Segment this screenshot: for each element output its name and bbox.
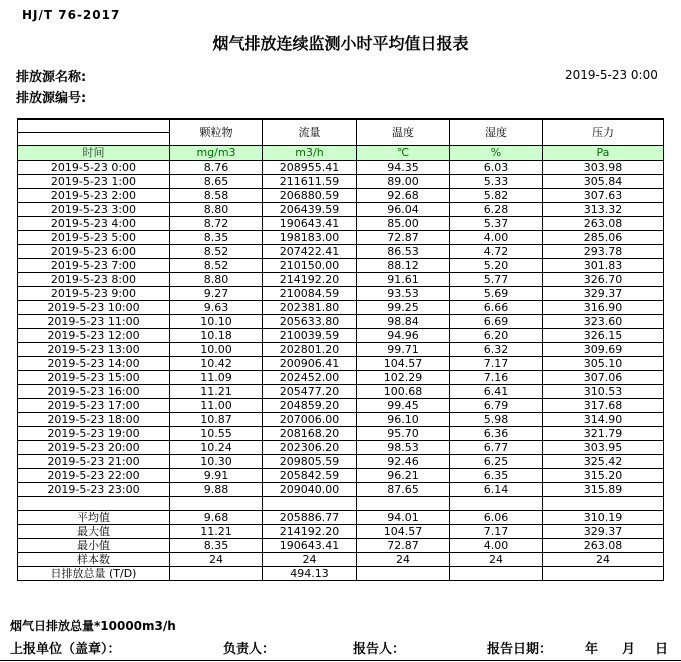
- summary-value: 9.68: [170, 511, 263, 525]
- row-value: 10.30: [170, 455, 263, 469]
- row-value: 10.18: [170, 329, 263, 343]
- summary-value: 24: [170, 553, 263, 567]
- row-value: 102.29: [357, 371, 450, 385]
- row-value: 8.76: [170, 161, 263, 175]
- summary-value: [170, 567, 263, 581]
- row-value: 326.15: [543, 329, 664, 343]
- row-value: 202381.80: [263, 301, 357, 315]
- data-row: [18, 455, 664, 469]
- col-header-4: 压力: [543, 119, 664, 146]
- row-value: 7.17: [450, 357, 543, 371]
- data-row: [18, 273, 664, 287]
- summary-value: 24: [543, 553, 664, 567]
- row-value: 301.83: [543, 259, 664, 273]
- data-row: [18, 469, 664, 483]
- time-header-split-top: [18, 119, 170, 133]
- row-value: 209040.00: [263, 483, 357, 497]
- row-time: 2019-5-23 12:00: [18, 329, 170, 343]
- row-value: 305.84: [543, 175, 664, 189]
- col-header-1: 流量: [263, 119, 357, 146]
- report-date-label: 报告日期：: [487, 642, 553, 657]
- row-value: 96.04: [357, 203, 450, 217]
- row-value: 6.41: [450, 385, 543, 399]
- data-row: [18, 371, 664, 385]
- row-time: 2019-5-23 10:00: [18, 301, 170, 315]
- summary-row: [18, 553, 664, 567]
- summary-value: 190643.41: [263, 539, 357, 553]
- row-value: 5.82: [450, 189, 543, 203]
- data-row: [18, 315, 664, 329]
- row-value: 8.52: [170, 245, 263, 259]
- row-value: 99.25: [357, 301, 450, 315]
- row-time: 2019-5-23 7:00: [18, 259, 170, 273]
- report-table: [17, 118, 664, 581]
- day-label: 日: [655, 642, 669, 657]
- row-value: 72.87: [357, 231, 450, 245]
- summary-label: 最大值: [18, 525, 170, 539]
- row-value: 6.79: [450, 399, 543, 413]
- row-value: 10.87: [170, 413, 263, 427]
- row-value: 307.06: [543, 371, 664, 385]
- summary-value: 104.57: [357, 525, 450, 539]
- source-name-label: 排放源名称:: [16, 70, 87, 85]
- row-value: 314.90: [543, 413, 664, 427]
- row-value: 99.45: [357, 399, 450, 413]
- report-datetime: 2019-5-23 0:00: [565, 68, 658, 82]
- row-value: 88.12: [357, 259, 450, 273]
- row-value: 10.00: [170, 343, 263, 357]
- row-value: 11.09: [170, 371, 263, 385]
- row-value: 321.79: [543, 427, 664, 441]
- row-value: 9.27: [170, 287, 263, 301]
- col-header-3: 湿度: [450, 119, 543, 146]
- summary-value: 8.35: [170, 539, 263, 553]
- row-value: 6.35: [450, 469, 543, 483]
- data-row: [18, 301, 664, 315]
- row-value: 8.65: [170, 175, 263, 189]
- row-value: 86.53: [357, 245, 450, 259]
- row-value: 323.60: [543, 315, 664, 329]
- data-row: [18, 175, 664, 189]
- row-value: 6.25: [450, 455, 543, 469]
- unit-0: mg/m3: [170, 146, 263, 161]
- row-value: 5.98: [450, 413, 543, 427]
- summary-label: 日排放总量 (T/D): [18, 567, 170, 581]
- summary-value: [357, 567, 450, 581]
- unit-3: %: [450, 146, 543, 161]
- data-row: [18, 259, 664, 273]
- data-row: [18, 231, 664, 245]
- report-table-body: [18, 119, 664, 581]
- summary-value: 72.87: [357, 539, 450, 553]
- row-time: 2019-5-23 6:00: [18, 245, 170, 259]
- year-label: 年: [585, 642, 599, 657]
- data-row: [18, 427, 664, 441]
- reporter-label: 报告人：: [353, 642, 406, 657]
- summary-value: 4.00: [450, 539, 543, 553]
- time-header: 时间: [18, 146, 170, 161]
- row-value: 8.58: [170, 189, 263, 203]
- summary-label: 样本数: [18, 553, 170, 567]
- summary-value: 94.01: [357, 511, 450, 525]
- row-value: 208168.20: [263, 427, 357, 441]
- row-value: 313.32: [543, 203, 664, 217]
- row-time: 2019-5-23 2:00: [18, 189, 170, 203]
- unit-row: [18, 146, 664, 161]
- data-row: [18, 203, 664, 217]
- row-value: 200906.41: [263, 357, 357, 371]
- summary-value: [450, 567, 543, 581]
- summary-value: 263.08: [543, 539, 664, 553]
- row-value: 293.78: [543, 245, 664, 259]
- row-value: 11.00: [170, 399, 263, 413]
- data-row: [18, 217, 664, 231]
- reporting-unit-label: 上报单位（盖章）：: [10, 642, 121, 657]
- spacer-row: [18, 497, 664, 511]
- row-value: 210150.00: [263, 259, 357, 273]
- row-value: 6.14: [450, 483, 543, 497]
- row-value: 91.61: [357, 273, 450, 287]
- row-value: 6.03: [450, 161, 543, 175]
- row-value: 210084.59: [263, 287, 357, 301]
- row-value: 204859.20: [263, 399, 357, 413]
- summary-value: 7.17: [450, 525, 543, 539]
- row-time: 2019-5-23 23:00: [18, 483, 170, 497]
- row-time: 2019-5-23 15:00: [18, 371, 170, 385]
- row-value: 98.53: [357, 441, 450, 455]
- row-value: 9.63: [170, 301, 263, 315]
- row-value: 87.65: [357, 483, 450, 497]
- summary-row: [18, 511, 664, 525]
- summary-value: 6.06: [450, 511, 543, 525]
- row-value: 94.35: [357, 161, 450, 175]
- row-value: 208955.41: [263, 161, 357, 175]
- row-value: 6.32: [450, 343, 543, 357]
- row-value: 205633.80: [263, 315, 357, 329]
- row-value: 6.20: [450, 329, 543, 343]
- bottom-rule: [0, 660, 681, 661]
- row-time: 2019-5-23 14:00: [18, 357, 170, 371]
- row-value: 309.69: [543, 343, 664, 357]
- row-value: 100.68: [357, 385, 450, 399]
- row-value: 207006.00: [263, 413, 357, 427]
- summary-value: 214192.20: [263, 525, 357, 539]
- row-value: 93.53: [357, 287, 450, 301]
- row-time: 2019-5-23 20:00: [18, 441, 170, 455]
- summary-value: 205886.77: [263, 511, 357, 525]
- row-value: 209805.59: [263, 455, 357, 469]
- source-code-label: 排放源编号:: [16, 91, 87, 106]
- standard-number: HJ/T 76-2017: [22, 8, 121, 22]
- row-value: 317.68: [543, 399, 664, 413]
- row-value: 206439.59: [263, 203, 357, 217]
- row-value: 5.77: [450, 273, 543, 287]
- row-time: 2019-5-23 22:00: [18, 469, 170, 483]
- row-value: 95.70: [357, 427, 450, 441]
- row-value: 285.06: [543, 231, 664, 245]
- row-value: 315.20: [543, 469, 664, 483]
- time-header-split-bottom: [18, 133, 170, 146]
- summary-value: 310.19: [543, 511, 664, 525]
- row-value: 8.72: [170, 217, 263, 231]
- row-value: 92.68: [357, 189, 450, 203]
- row-value: 310.53: [543, 385, 664, 399]
- row-time: 2019-5-23 11:00: [18, 315, 170, 329]
- row-time: 2019-5-23 13:00: [18, 343, 170, 357]
- row-value: 205477.20: [263, 385, 357, 399]
- row-value: 5.37: [450, 217, 543, 231]
- row-value: 4.00: [450, 231, 543, 245]
- responsible-person-label: 负责人：: [223, 642, 276, 657]
- row-value: 10.10: [170, 315, 263, 329]
- summary-label: 最小值: [18, 539, 170, 553]
- data-row: [18, 245, 664, 259]
- row-value: 305.10: [543, 357, 664, 371]
- row-value: 316.90: [543, 301, 664, 315]
- row-time: 2019-5-23 1:00: [18, 175, 170, 189]
- row-value: 202801.20: [263, 343, 357, 357]
- row-value: 6.69: [450, 315, 543, 329]
- col-header-2: 温度: [357, 119, 450, 146]
- unit-2: ℃: [357, 146, 450, 161]
- summary-value: [543, 567, 664, 581]
- row-value: 5.33: [450, 175, 543, 189]
- signature-line: [0, 638, 681, 656]
- data-row: [18, 357, 664, 371]
- data-row: [18, 287, 664, 301]
- row-value: 214192.20: [263, 273, 357, 287]
- month-label: 月: [622, 642, 636, 657]
- row-time: 2019-5-23 5:00: [18, 231, 170, 245]
- row-time: 2019-5-23 9:00: [18, 287, 170, 301]
- header-row-top: [18, 119, 664, 133]
- summary-value: 24: [357, 553, 450, 567]
- row-value: 10.55: [170, 427, 263, 441]
- row-value: 94.96: [357, 329, 450, 343]
- row-value: 326.70: [543, 273, 664, 287]
- data-row: [18, 329, 664, 343]
- summary-value: 11.21: [170, 525, 263, 539]
- page-title: 烟气排放连续监测小时平均值日报表: [212, 34, 469, 53]
- row-value: 4.72: [450, 245, 543, 259]
- row-value: 329.37: [543, 287, 664, 301]
- summary-value: 24: [263, 553, 357, 567]
- row-value: 6.28: [450, 203, 543, 217]
- unit-1: m3/h: [263, 146, 357, 161]
- row-value: 325.42: [543, 455, 664, 469]
- summary-row: [18, 539, 664, 553]
- row-time: 2019-5-23 16:00: [18, 385, 170, 399]
- row-value: 202452.00: [263, 371, 357, 385]
- data-row: [18, 399, 664, 413]
- row-time: 2019-5-23 18:00: [18, 413, 170, 427]
- summary-row: [18, 567, 664, 581]
- row-value: 9.91: [170, 469, 263, 483]
- data-row: [18, 343, 664, 357]
- row-value: 6.77: [450, 441, 543, 455]
- unit-4: Pa: [543, 146, 664, 161]
- row-value: 198183.00: [263, 231, 357, 245]
- row-time: 2019-5-23 3:00: [18, 203, 170, 217]
- summary-row: [18, 525, 664, 539]
- row-value: 315.89: [543, 483, 664, 497]
- data-row: [18, 413, 664, 427]
- row-value: 10.42: [170, 357, 263, 371]
- col-header-0: 颗粒物: [170, 119, 263, 146]
- row-value: 263.08: [543, 217, 664, 231]
- row-value: 6.36: [450, 427, 543, 441]
- row-value: 8.52: [170, 259, 263, 273]
- row-value: 9.88: [170, 483, 263, 497]
- row-time: 2019-5-23 0:00: [18, 161, 170, 175]
- total-emission-note: 烟气日排放总量*10000m3/h: [10, 619, 176, 633]
- row-value: 205842.59: [263, 469, 357, 483]
- row-value: 303.95: [543, 441, 664, 455]
- row-value: 85.00: [357, 217, 450, 231]
- row-value: 5.69: [450, 287, 543, 301]
- row-value: 96.21: [357, 469, 450, 483]
- row-value: 7.16: [450, 371, 543, 385]
- row-value: 307.63: [543, 189, 664, 203]
- row-value: 11.21: [170, 385, 263, 399]
- row-value: 8.35: [170, 231, 263, 245]
- row-value: 211611.59: [263, 175, 357, 189]
- summary-label: 平均值: [18, 511, 170, 525]
- row-value: 207422.41: [263, 245, 357, 259]
- row-value: 89.00: [357, 175, 450, 189]
- row-value: 210039.59: [263, 329, 357, 343]
- row-value: 99.71: [357, 343, 450, 357]
- row-time: 2019-5-23 4:00: [18, 217, 170, 231]
- row-value: 206880.59: [263, 189, 357, 203]
- row-time: 2019-5-23 21:00: [18, 455, 170, 469]
- row-value: 8.80: [170, 203, 263, 217]
- row-time: 2019-5-23 19:00: [18, 427, 170, 441]
- summary-value: 329.37: [543, 525, 664, 539]
- row-value: 92.46: [357, 455, 450, 469]
- summary-value: 494.13: [263, 567, 357, 581]
- row-value: 104.57: [357, 357, 450, 371]
- row-value: 190643.41: [263, 217, 357, 231]
- row-time: 2019-5-23 17:00: [18, 399, 170, 413]
- row-time: 2019-5-23 8:00: [18, 273, 170, 287]
- row-value: 10.24: [170, 441, 263, 455]
- data-row: [18, 385, 664, 399]
- row-value: 98.84: [357, 315, 450, 329]
- row-value: 8.80: [170, 273, 263, 287]
- row-value: 6.66: [450, 301, 543, 315]
- row-value: 5.20: [450, 259, 543, 273]
- data-row: [18, 441, 664, 455]
- data-row: [18, 483, 664, 497]
- row-value: 96.10: [357, 413, 450, 427]
- data-row: [18, 189, 664, 203]
- row-value: 303.98: [543, 161, 664, 175]
- row-value: 202306.20: [263, 441, 357, 455]
- data-row: [18, 161, 664, 175]
- summary-value: 24: [450, 553, 543, 567]
